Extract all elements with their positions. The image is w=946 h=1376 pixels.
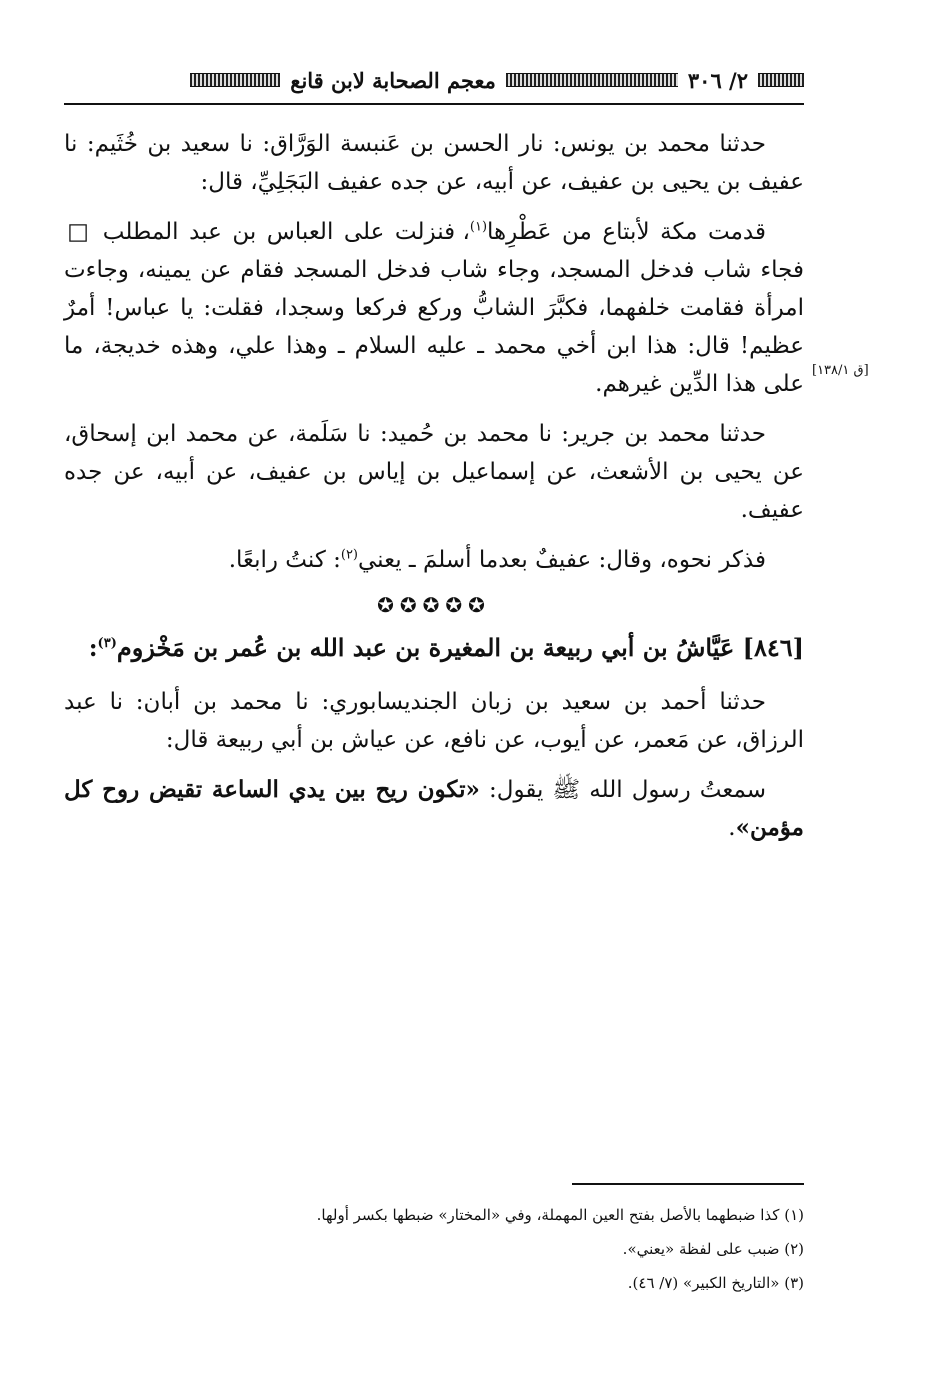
footnote-1: (١) كذا ضبطهما بالأصل بفتح العين المهملة، وفي «المختار» ضبطها بكسر أولها. <box>316 1206 804 1224</box>
book-title: معجم الصحابة لابن قانع <box>290 67 496 93</box>
entry-heading <box>64 627 804 669</box>
footnote-ref-1[interactable]: (١) <box>469 219 488 235</box>
hadith-quote: «تكون ريح بين يدي الساعة تقيض روح كل مؤمن» <box>64 776 804 841</box>
main-text <box>64 125 804 859</box>
hadith-text-part-1: قدمت مكة لأبتاع من عَطْرِها <box>487 219 766 245</box>
hadith-paragraph-2 <box>64 771 804 847</box>
header-ornament-right <box>758 73 804 87</box>
entry-heading-text: [٨٤٦] عَيَّاشُ بن أبي ربيعة بن المغيرة بن عبد الله بن عُمر بن مَخْزوم <box>116 633 804 662</box>
narration-part-2: : كنتُ رابعًا. <box>228 547 341 573</box>
header-rule <box>64 103 804 105</box>
footnote-ref-2[interactable]: (٢) <box>340 547 358 563</box>
narration-part-1: فذكر نحوه، وقال: عفيفٌ بعدما أسلمَ ـ يعني <box>358 547 766 573</box>
manuscript-folio-note: [ق ١٣٨/١] <box>812 363 869 378</box>
hadith-end: . <box>728 815 736 841</box>
hadith-text-part-2: ، فنزلت على العباس بن عبد المطلب □ فجاء شاب فدخل المسجد، وجاء شاب فدخل المسجد فقام عن يمينه، وجاءت امرأة فقامت خلفهما، فكبَّرَ الشابُّ وركع فركعا وسجدا، فقلت: يا عباس! أمرٌ عظيم! قال: هذا ابن أخي محمد ـ عليه السلام ـ وهذا علي، وهذه خديجة، ما على هذا الدِّين غيرهم. <box>64 219 804 397</box>
footnotes <box>64 1198 804 1300</box>
isnad-paragraph-1: حدثنا محمد بن يونس: نار الحسن بن عَنبسة الوَرَّاق: نا سعيد بن خُثَيم: نا عفيف بن يحيى بن عفيف، عن أبيه، عن جده عفيف البَجَلِيِّ، قال: <box>64 131 804 195</box>
footnote-2: (٢) ضبب على لفظة «يعني». <box>622 1240 804 1258</box>
footnote-3: (٣) «التاريخ الكبير» (٧/ ٤٦). <box>627 1274 804 1292</box>
narration-note-paragraph <box>64 541 804 579</box>
header-ornament-left <box>190 73 280 87</box>
header-ornament-middle <box>506 73 678 87</box>
page-number: ٢/ ٣٠٦ <box>687 67 748 93</box>
hadith-intro: سمعتُ رسول الله ﷺ يقول: <box>479 777 767 803</box>
hadith-paragraph-1 <box>64 213 804 403</box>
isnad-paragraph-2: حدثنا محمد بن جرير: نا محمد بن حُميد: نا سَلَمة، عن محمد ابن إسحاق، عن يحيى بن الأشعث، عن إسماعيل بن إياس بن عفيف، عن أبيه، عن جده عفيف. <box>64 421 804 523</box>
page-header <box>64 60 804 100</box>
section-divider-stars: ✪✪✪✪✪ <box>377 593 491 617</box>
footnote-ref-3[interactable]: (٣) <box>97 636 117 651</box>
isnad-paragraph-3: حدثنا أحمد بن سعيد بن زبان الجنديسابوري: نا محمد بن أبان: نا عبد الرزاق، عن مَعمر، عن أيوب، عن نافع، عن عياش بن أبي ربيعة قال: <box>64 689 804 753</box>
entry-heading-colon: : <box>88 633 98 662</box>
footnote-separator <box>572 1183 804 1185</box>
